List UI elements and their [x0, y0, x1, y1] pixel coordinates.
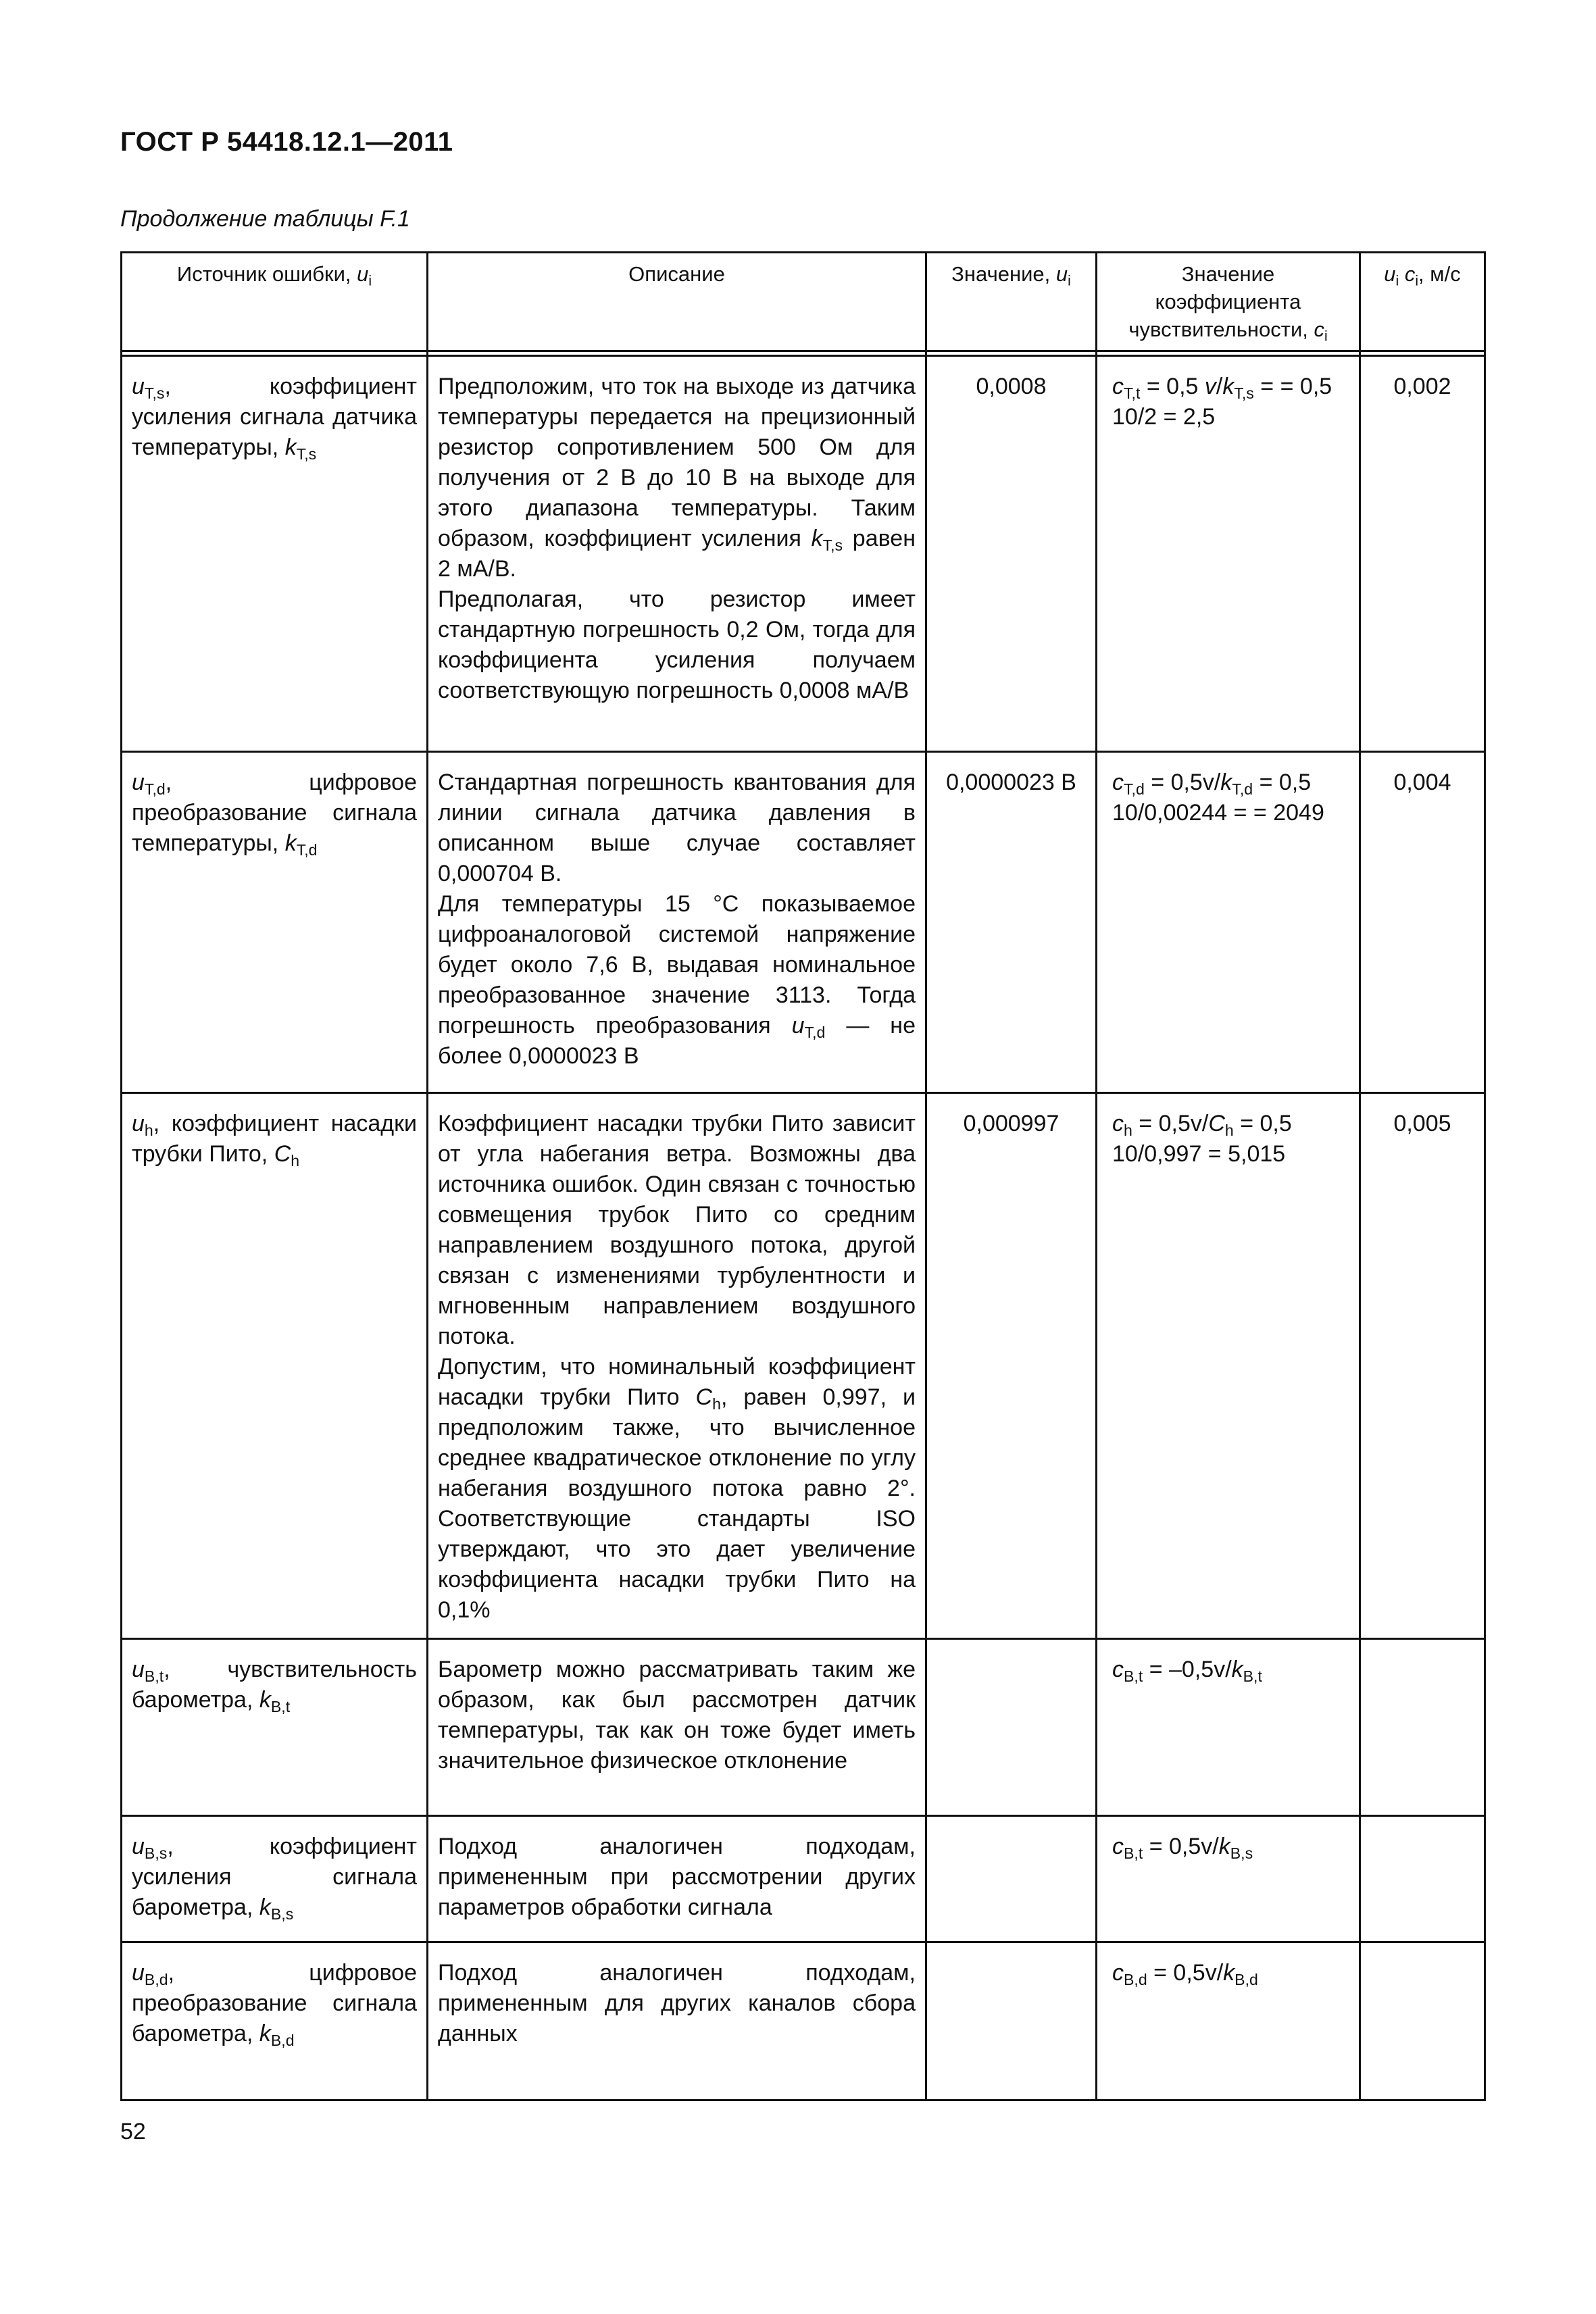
header-coefficient-text: Значение коэффициента чувствительности, $c_i$ [1128, 262, 1328, 345]
description-paragraph: Подход аналогичен подходам, примененным при рассмотрении других параметров обработки сигнала [438, 1834, 916, 1920]
cell-product: 0,005 [1360, 1093, 1485, 1639]
cell-description [428, 1639, 926, 1816]
header-product-text: $u_i$ $c_i$, м/с [1384, 262, 1461, 289]
cell-product [1360, 1639, 1485, 1816]
cell-coefficient: $c_h = 0,5v/C_h = 0,5$ 10/0,997 = 5,015 [1097, 1093, 1360, 1639]
cell-value [926, 1942, 1097, 2101]
cell-description [428, 1942, 926, 2101]
description-paragraph: Предполагая, что резистор имеет стандартную погрешность 0,2 Ом, тогда для коэффициента усиления получаем соответствующую погрешность 0,0008 мА/В [438, 586, 916, 703]
description-paragraph: Допустим, что номинальный коэффициент насадки трубки Пито $C_h$, равен 0,997, и предположим также, что вычисленное среднее квадратическое отклонение по углу набегания воздушного потока равно 2°. Соответствующие стандарты ISO утверждают, что это дает увеличение коэффициента насадки трубки Пито на 0,1% [438, 1354, 916, 1623]
table-row [122, 752, 1485, 1093]
cell-source: $u_{B,s}$, коэффициент усиления сигнала барометра, $k_{B,s}$ [122, 1816, 428, 1942]
page-number: 52 [120, 2119, 146, 2144]
cell-source: $u_h$, коэффициент насадки трубки Пито, $C_h$ [122, 1093, 428, 1639]
table-row [122, 1816, 1485, 1942]
header-coefficient [1097, 253, 1360, 351]
description-paragraph: Для температуры 15 °С показываемое цифроаналоговой системой напряжение будет около 7,6 В, выдавая номинальное преобразованное значение 3113. Тогда погрешность преобразования $u_{T,d}$ — не более 0,0000023 В [438, 891, 916, 1069]
cell-description [428, 752, 926, 1093]
header-description [428, 253, 926, 351]
cell-description [428, 1093, 926, 1639]
table-header-row [122, 253, 1485, 351]
standard-number: ГОСТ Р 54418.12.1—2011 [120, 127, 453, 157]
table-row [122, 1942, 1485, 2101]
header-product [1360, 253, 1485, 351]
table-row [122, 356, 1485, 752]
header-value [926, 253, 1097, 351]
cell-source: $u_{T,d}$, цифровое преобразование сигнала температуры, $k_{T,d}$ [122, 752, 428, 1093]
cell-coefficient: $c_{B,t} = 0,5v/k_{B,s}$ [1097, 1816, 1360, 1942]
cell-description [428, 1816, 926, 1942]
header-source-text: Источник ошибки, $u_i$ [176, 262, 372, 289]
cell-source: $u_{B,t}$, чувствительность барометра, $k_{B,t}$ [122, 1639, 428, 1816]
cell-source: $u_{T,s}$, коэффициент усиления сигнала датчика температуры, $k_{T,s}$ [122, 356, 428, 752]
cell-source: $u_{B,d}$, цифровое преобразование сигнала барометра, $k_{B,d}$ [122, 1942, 428, 2101]
table-row [122, 1639, 1485, 1816]
cell-coefficient: $c_{T,d} = 0,5v/k_{T,d} = 0,5$ 10/0,00244 = = 2049 [1097, 752, 1360, 1093]
header-double-rule [122, 351, 1485, 356]
table-continuation-caption: Продолжение таблицы F.1 [120, 206, 410, 232]
error-sources-table [120, 251, 1486, 2101]
cell-value: 0,0008 [926, 356, 1097, 752]
cell-value [926, 1816, 1097, 1942]
cell-value: 0,000997 [926, 1093, 1097, 1639]
cell-product: 0,004 [1360, 752, 1485, 1093]
description-paragraph: Коэффициент насадки трубки Пито зависит от угла набегания ветра. Возможны два источника ошибок. Один связан с точностью совмещения трубок Пито со средним направлением воздушного потока, другой связан с изменениями турбулентности и мгновенным направлением воздушного потока. [438, 1111, 916, 1349]
header-description-text: Описание [628, 262, 725, 286]
description-paragraph: Предположим, что ток на выходе из датчика температуры передается на прецизионный резистор сопротивлением 500 Ом для получения от 2 В до 10 В на выходе для этого диапазона температуры. Таким образом, коэффициент усиления $k_{T,s}$ равен 2 мА/В. [438, 374, 916, 582]
description-paragraph: Подход аналогичен подходам, примененным для других каналов сбора данных [438, 1960, 916, 2046]
cell-coefficient: $c_{T,t} = 0,5$ $v/k_{T,s}$ = = 0,5 10/2 = 2,5 [1097, 356, 1360, 752]
table-row [122, 1093, 1485, 1639]
description-paragraph: Барометр можно рассматривать таким же образом, как был рассмотрен датчик температуры, так как он тоже будет иметь значительное физическое отклонение [438, 1657, 916, 1774]
cell-value: 0,0000023 В [926, 752, 1097, 1093]
cell-coefficient: $c_{B,t} = -0,5v/k_{B,t}$ [1097, 1639, 1360, 1816]
header-value-text: Значение, $u_i$ [951, 262, 1071, 289]
cell-product [1360, 1816, 1485, 1942]
header-source [122, 253, 428, 351]
cell-description [428, 356, 926, 752]
cell-value [926, 1639, 1097, 1816]
description-paragraph: Стандартная погрешность квантования для линии сигнала датчика давления в описанном выше случае составляет 0,000704 В. [438, 770, 916, 886]
cell-coefficient: $c_{B,d} = 0,5v/k_{B,d}$ [1097, 1942, 1360, 2101]
cell-product: 0,002 [1360, 356, 1485, 752]
cell-product [1360, 1942, 1485, 2101]
table-body [122, 356, 1485, 2101]
